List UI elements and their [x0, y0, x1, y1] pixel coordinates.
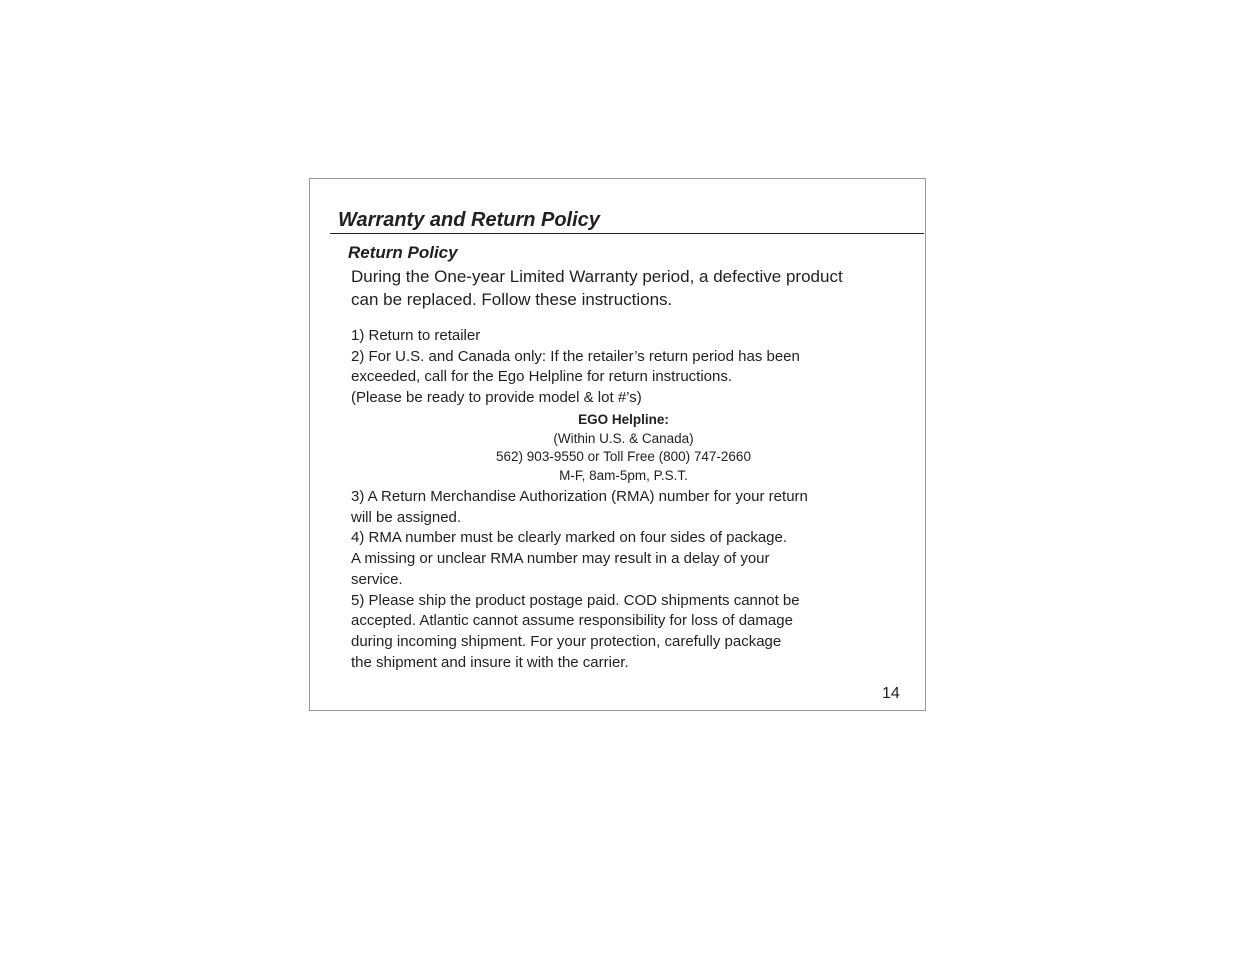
helpline-block: [451, 411, 796, 485]
title-divider: [330, 233, 924, 234]
step-line: exceeded, call for the Ego Helpline for return instructions.: [351, 368, 733, 385]
step-line: 2) For U.S. and Canada only: If the retailer’s return period has been: [351, 347, 800, 365]
step-line: will be assigned.: [351, 508, 462, 526]
step-line: 5) Please ship the product postage paid. COD shipments cannot be: [351, 591, 800, 609]
page-number: 14: [882, 685, 900, 702]
step-line: A missing or unclear RMA number may result in a delay of your: [351, 550, 770, 568]
step-line: 3) A Return Merchandise Authorization (RMA) number for your return: [351, 488, 808, 505]
helpline-phone: 562) 903-9550 or Toll Free (800) 747-2660: [496, 449, 751, 464]
step-line: 4) RMA number must be clearly marked on four sides of package.: [351, 529, 788, 547]
intro-line: During the One-year Limited Warranty period, a defective product: [351, 267, 843, 286]
steps-list-part2: [351, 487, 808, 673]
helpline-hours: M-F, 8am-5pm, P.S.T.: [559, 467, 688, 483]
helpline-region: (Within U.S. & Canada): [553, 430, 694, 446]
intro-paragraph: [351, 265, 843, 311]
page-title: Warranty and Return Policy: [338, 209, 600, 231]
step-line: 1) Return to retailer: [351, 327, 481, 344]
intro-line: can be replaced. Follow these instructions.: [351, 290, 673, 309]
step-line: the shipment and insure it with the carrier.: [351, 653, 629, 671]
helpline-title: EGO Helpline:: [578, 412, 669, 427]
steps-list-part1: [351, 326, 800, 408]
step-line: during incoming shipment. For your protection, carefully package: [351, 632, 782, 650]
step-line: (Please be ready to provide model & lot #’s): [351, 388, 642, 406]
step-line: service.: [351, 570, 403, 588]
step-line: accepted. Atlantic cannot assume responsibility for loss of damage: [351, 612, 793, 630]
manual-page: [309, 178, 926, 711]
section-heading: Return Policy: [348, 243, 458, 262]
